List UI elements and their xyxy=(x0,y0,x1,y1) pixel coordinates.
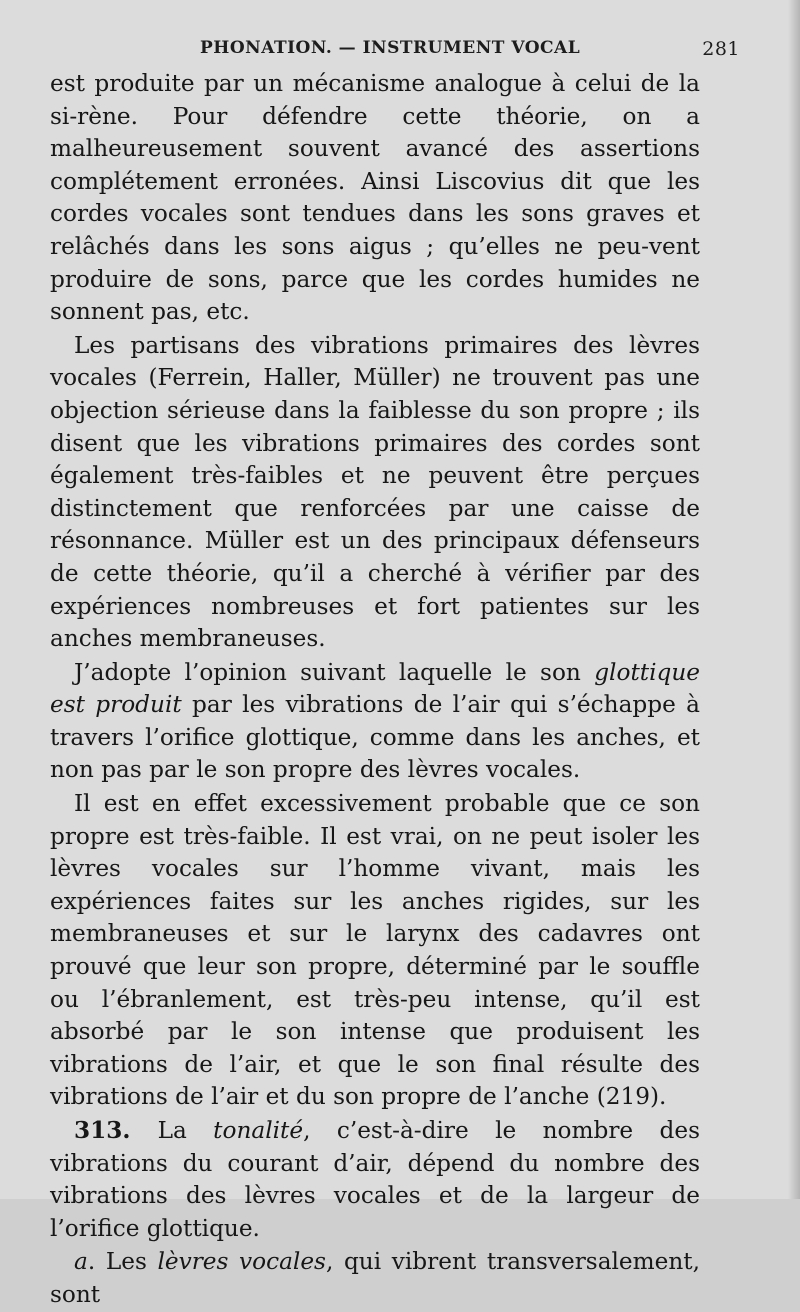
paragraph xyxy=(50,657,700,787)
paragraph xyxy=(50,68,700,329)
italic-text: lèvres vocales xyxy=(157,1248,326,1276)
text-run: , qui vibrent transversalement, sont xyxy=(50,1248,700,1308)
italic-text: glottique est produit xyxy=(50,658,700,719)
paragraph xyxy=(50,1246,700,1311)
text-run: J’adopte l’opinion suivant laquelle le son xyxy=(74,658,595,686)
italic-text: tonalité xyxy=(213,1117,304,1144)
italic-text: a xyxy=(74,1248,88,1276)
page-number: 281 xyxy=(702,38,740,60)
text-run: , c’est-à-dire le nombre des vibrations du courant d’air, dépend du nombre des vibrations des lèvres vocales et de la largeur de l’orifice glottique. xyxy=(50,1117,700,1242)
text-run: Il est en effet excessivement probable que ce son propre est très-faible. Il est vrai, on ne peut isoler les lèvres vocales sur l’homme vivant, mais les expériences faites sur les anches rigides, sur les membraneuses et sur le larynx des cadavres ont prouvé que leur son propre, déterminé par le souffle ou l’ébranlement, est très-peu intense, qu’il est absorbé par le son intense que produisent les vibrations de l’air, et que le son final résulte des vibrations de l’air et du son propre de l’anche (219). xyxy=(50,790,700,1111)
paragraph xyxy=(50,1115,700,1245)
body-text xyxy=(50,68,700,1312)
text-run: . Les xyxy=(87,1248,158,1276)
text-run: La xyxy=(157,1117,214,1144)
page-edge-shadow xyxy=(788,0,800,1199)
running-head xyxy=(200,38,740,62)
paragraph xyxy=(50,788,700,1114)
text-run: est produite par un mécanisme analogue à celui de la si-rène. Pour défendre cette théorie, on a malheureusement souvent avancé des assertions complétement erronées. Ainsi Liscovius dit que les cordes vocales sont tendues dans les sons graves et relâchés dans les sons aigus ; qu’elles ne peu-vent produire de sons, parce que les cordes humides ne sonnent pas, etc. xyxy=(50,70,700,326)
section-number: 313. xyxy=(74,1117,158,1144)
text-run: par les vibrations de l’air qui s’échappe à travers l’orifice glottique, comme dans les anches, et non pas par le son propre des lèvres vocales. xyxy=(50,691,700,784)
running-head-title: PHONATION. — INSTRUMENT VOCAL xyxy=(200,38,581,58)
text-run: Les partisans des vibrations primaires des lèvres vocales (Ferrein, Haller, Müller) ne trouvent pas une objection sérieuse dans la faiblesse du son propre ; ils disent que les vibrations primaires des cordes sont également très-faibles et ne peuvent être perçues distinctement que renforcées par une caisse de résonnance. Müller est un des principaux défenseurs de cette théorie, qu’il a cherché à vérifier par des expériences nombreuses et fort patientes sur les anches membraneuses. xyxy=(50,331,700,653)
paragraph xyxy=(50,330,700,656)
